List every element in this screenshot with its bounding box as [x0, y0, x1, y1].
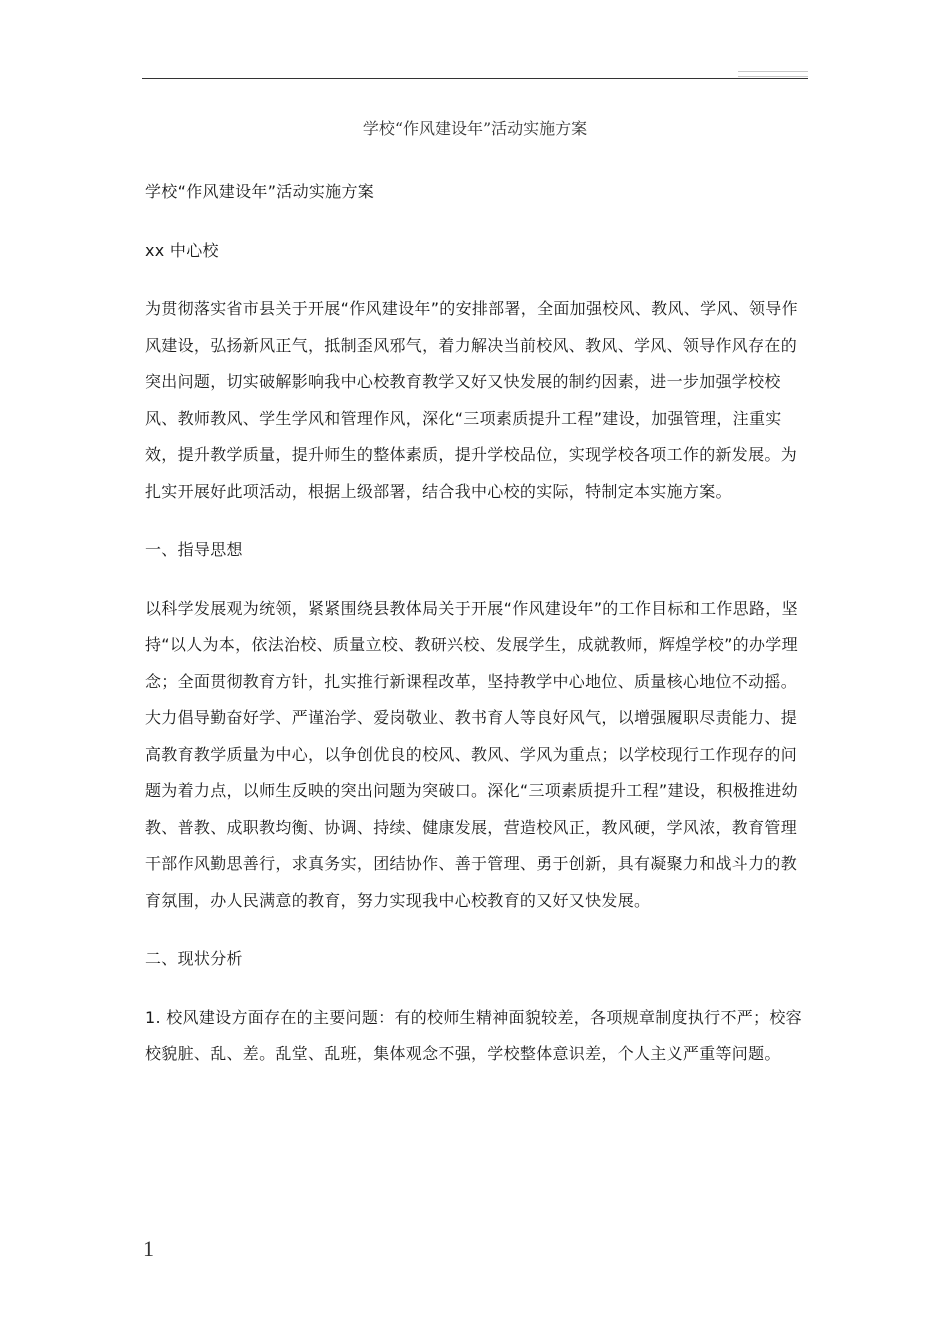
status-analysis-item-1: 1. 校风建设方面存在的主要问题：有的校师生精神面貌较差，各项规章制度执行不严；校容校貌脏、乱、差。乱堂、乱班，集体观念不强，学校整体意识差，个人主义严重等问题。: [145, 1007, 802, 1063]
organization-name: xx 中心校: [145, 240, 219, 260]
guiding-ideology-paragraph: 以科学发展观为统领，紧紧围绕县教体局关于开展“作风建设年”的工作目标和工作思路，坚持“以人为本，依法治校、质量立校、教研兴校、发展学生，成就教师，辉煌学校”的办学理念；全面贯彻教育方针，扎实推行新课程改革，坚持教学中心地位、质量核心地位不动摇。大力倡导勤奋好学、严谨治学、爱岗敬业、教书育人等良好风气，以增强履职尽责能力、提高教育教学质量为中心，以争创优良的校风、教风、学风为重点；以学校现行工作现存的问题为着力点，以师生反映的突出问题为突破口。深化“三项素质提升工程”建设，积极推进幼教、普教、成职教均衡、协调、持续、健康发展，营造校风正，教风硬，学风浓，教育管理干部作风勤思善行，求真务实，团结协作、善于管理、勇于创新，具有凝聚力和战斗力的教育氛围，办人民满意的教育，努力实现我中心校教育的又好又快发展。: [145, 598, 798, 910]
intro-paragraph: 为贯彻落实省市县关于开展“作风建设年”的安排部署，全面加强校风、教风、学风、领导作风建设，弘扬新风正气，抵制歪风邪气，着力解决当前校风、教风、学风、领导作风存在的突出问题，切实破解影响我中心校教育教学又好又快发展的制约因素，进一步加强学校校风、教师教风、学生学风和管理作风，深化“三项素质提升工程”建设，加强管理，注重实效，提升教学质量，提升师生的整体素质，提升学校品位，实现学校各项工作的新发展。为扎实开展好此项活动，根据上级部署，结合我中心校的实际，特制定本实施方案。: [145, 299, 798, 501]
document-body: [145, 174, 805, 1073]
section-heading-status-analysis: 二、现状分析: [145, 949, 243, 968]
page-number: 1: [143, 1236, 154, 1261]
section-heading-guiding-ideology: 一、指导思想: [145, 540, 243, 559]
running-header-title: 学校“作风建设年”活动实施方案: [362, 119, 588, 138]
document-title: 学校“作风建设年”活动实施方案: [145, 182, 375, 201]
header-decoration: [738, 71, 808, 77]
header-rule: [142, 78, 808, 79]
